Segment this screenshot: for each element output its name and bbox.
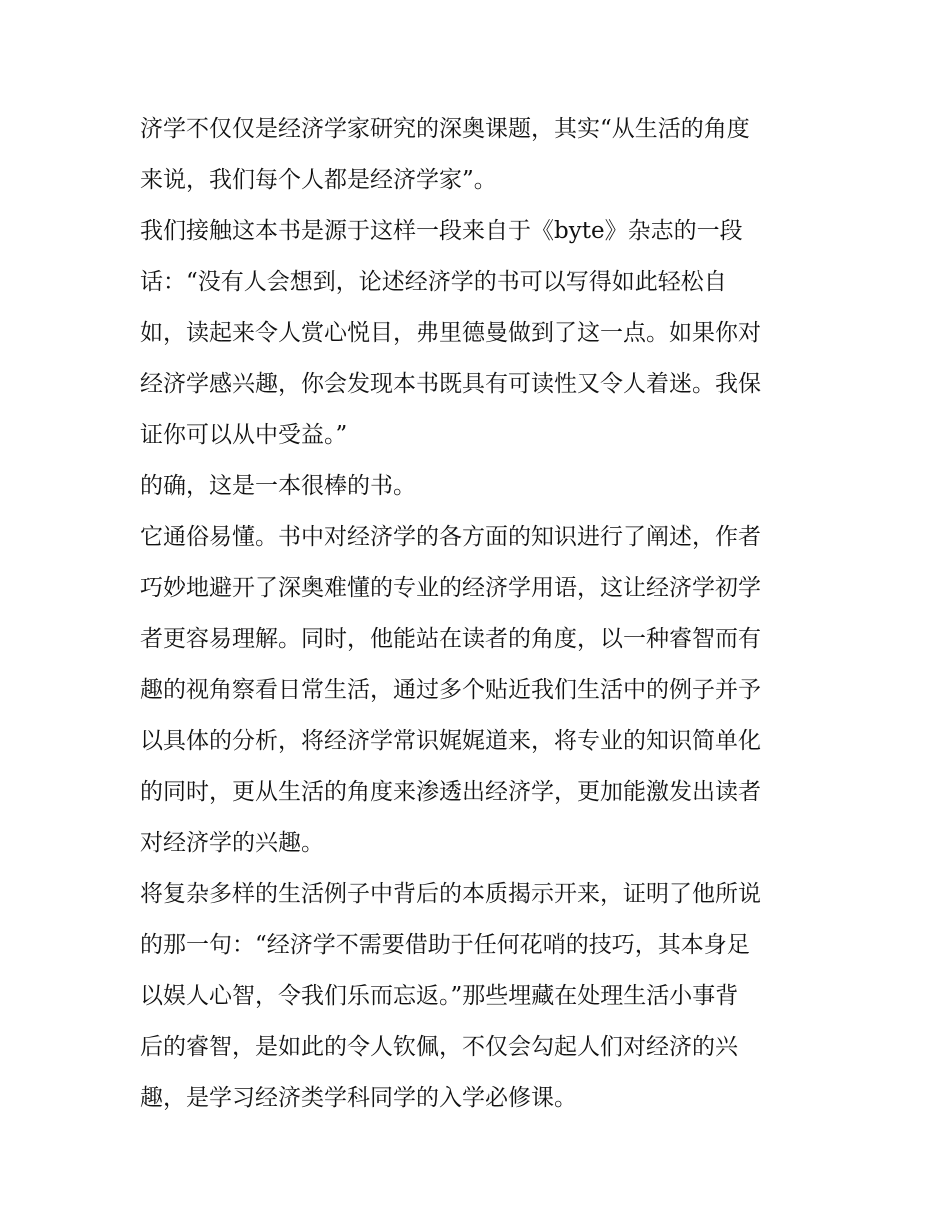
text-line: 对经济学的兴趣。 — [140, 830, 324, 856]
text-line: 以具体的分析，将经济学常识娓娓道来，将专业的知识简单化 — [140, 728, 761, 754]
text-line: 巧妙地避开了深奥难懂的专业的经济学用语，这让经济学初学 — [140, 575, 761, 601]
text-line: 的同时，更从生活的角度来渗透出经济学，更加能激发出读者 — [140, 779, 761, 805]
text-line: 趣的视角察看日常生活，通过多个贴近我们生活中的例子并予 — [140, 677, 761, 703]
text-line: 话：“没有人会想到，论述经济学的书可以写得如此轻松自 — [140, 269, 727, 295]
text-line: 将复杂多样的生活例子中背后的本质揭示开来，证明了他所说 — [140, 881, 761, 907]
text-line: 趣，是学习经济类学科同学的入学必修课。 — [140, 1085, 577, 1111]
text-line: 它通俗易懂。书中对经济学的各方面的知识进行了阐述，作者 — [140, 524, 761, 550]
text-line: 者更容易理解。同时，他能站在读者的角度，以一种睿智而有 — [140, 626, 761, 652]
text-line: 证你可以从中受益。” — [140, 422, 348, 448]
text-line: 的确，这是一本很棒的书。 — [140, 473, 416, 499]
document-body — [140, 104, 820, 1124]
text-line: 的那一句：“经济学不需要借助于任何花哨的技巧，其本身足 — [140, 932, 750, 958]
text-line: 后的睿智，是如此的令人钦佩，不仅会勾起人们对经济的兴 — [140, 1034, 738, 1060]
text-line: 来说，我们每个人都是经济学家”。 — [140, 167, 497, 193]
text-line: 如，读起来令人赏心悦目，弗里德曼做到了这一点。如果你对 — [140, 320, 761, 346]
text-line: 经济学感兴趣，你会发现本书既具有可读性又令人着迷。我保 — [140, 371, 761, 397]
text-line: 以娱人心智，令我们乐而忘返。”那些埋藏在处理生活小事背 — [140, 983, 739, 1009]
text-line: 我们接触这本书是源于这样一段来自于《byte》杂志的一段 — [140, 218, 743, 244]
text-line: 济学不仅仅是经济学家研究的深奥课题，其实“从生活的角度 — [140, 116, 750, 142]
